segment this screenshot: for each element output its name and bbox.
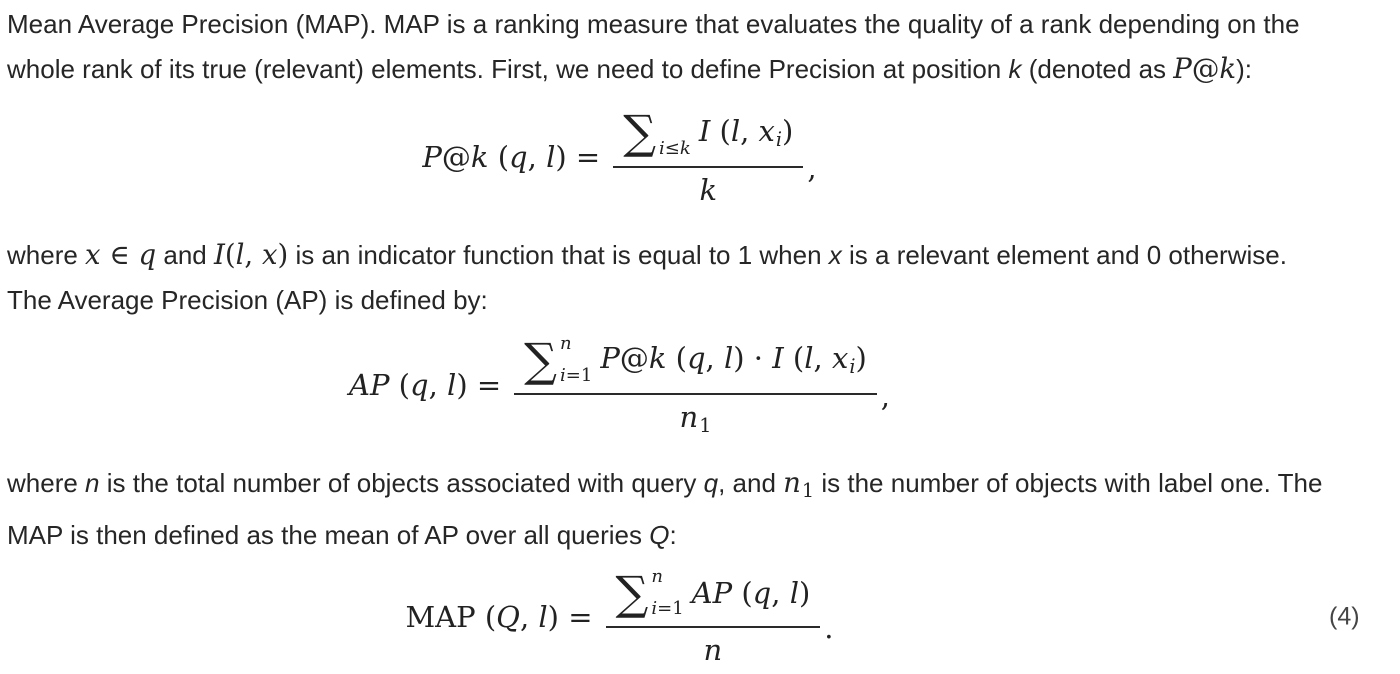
summation-lower-limit: i=1 bbox=[651, 598, 684, 620]
fraction bbox=[606, 566, 821, 667]
equation-punctuation: . bbox=[824, 610, 834, 645]
equation-punctuation: , bbox=[880, 379, 890, 414]
numerator-expression: I (l, xi) bbox=[698, 114, 794, 151]
paragraph-map-intro bbox=[7, 2, 1400, 92]
fraction-denominator: k bbox=[613, 166, 803, 207]
paragraph-line: whole rank of its true (relevant) elements. First, we need to define Precision at position k (denoted as P@k): bbox=[7, 53, 1252, 85]
fraction-denominator: n bbox=[606, 626, 821, 667]
paragraph-line: The Average Precision (AP) is defined by: bbox=[7, 285, 488, 316]
summation-upper-limit bbox=[659, 108, 691, 126]
summation-upper-limit: n bbox=[651, 566, 663, 588]
equation-lhs: P@k (q, l) = bbox=[422, 139, 601, 174]
equation-precision-at-k bbox=[7, 106, 1232, 207]
summation bbox=[623, 106, 691, 160]
paragraph-line: where n is the total number of objects associated with query q, and n1 is the number of objects with label one. The bbox=[7, 467, 1323, 503]
numerator-expression: AP (q, l) bbox=[691, 575, 811, 610]
equation-number: (4) bbox=[1329, 602, 1360, 631]
paragraph-line: where x ∈ q and I(l, x) is an indicator function that is equal to 1 when x is a relevant element and 0 otherwise. bbox=[7, 239, 1287, 272]
paragraph-line: MAP is then defined as the mean of AP over all queries Q: bbox=[7, 520, 677, 551]
numerator-expression: P@k (q, l) · I (l, xi) bbox=[600, 341, 867, 379]
summation-lower-limit: i≤k bbox=[659, 138, 691, 159]
summation-symbol: ∑ bbox=[615, 565, 649, 620]
fraction-numerator bbox=[613, 106, 803, 166]
summation-limits bbox=[651, 566, 683, 620]
summation-symbol: ∑ bbox=[623, 105, 657, 160]
paragraph-indicator-function bbox=[7, 233, 1400, 323]
equation-average-precision bbox=[7, 333, 1232, 437]
fraction-numerator bbox=[606, 566, 821, 626]
summation-limits bbox=[560, 333, 592, 387]
fraction bbox=[514, 333, 877, 437]
summation-limits bbox=[659, 106, 691, 160]
paragraph-map-definition bbox=[7, 461, 1400, 558]
equation-lhs: MAP (Q, l) = bbox=[405, 599, 593, 634]
summation-upper-limit: n bbox=[560, 333, 572, 355]
summation bbox=[616, 566, 684, 620]
equation-punctuation: , bbox=[807, 150, 817, 185]
fraction-denominator: n1 bbox=[514, 393, 877, 437]
summation-lower-limit: i=1 bbox=[560, 365, 593, 387]
equation-mean-average-precision bbox=[7, 565, 1360, 668]
paragraph-line: Mean Average Precision (MAP). MAP is a ranking measure that evaluates the quality of a rank depending on the bbox=[7, 9, 1300, 39]
fraction bbox=[613, 106, 803, 207]
fraction-numerator bbox=[514, 333, 877, 393]
equation-lhs: AP (q, l) = bbox=[349, 368, 502, 403]
summation-symbol: ∑ bbox=[524, 332, 557, 387]
summation bbox=[524, 333, 592, 387]
